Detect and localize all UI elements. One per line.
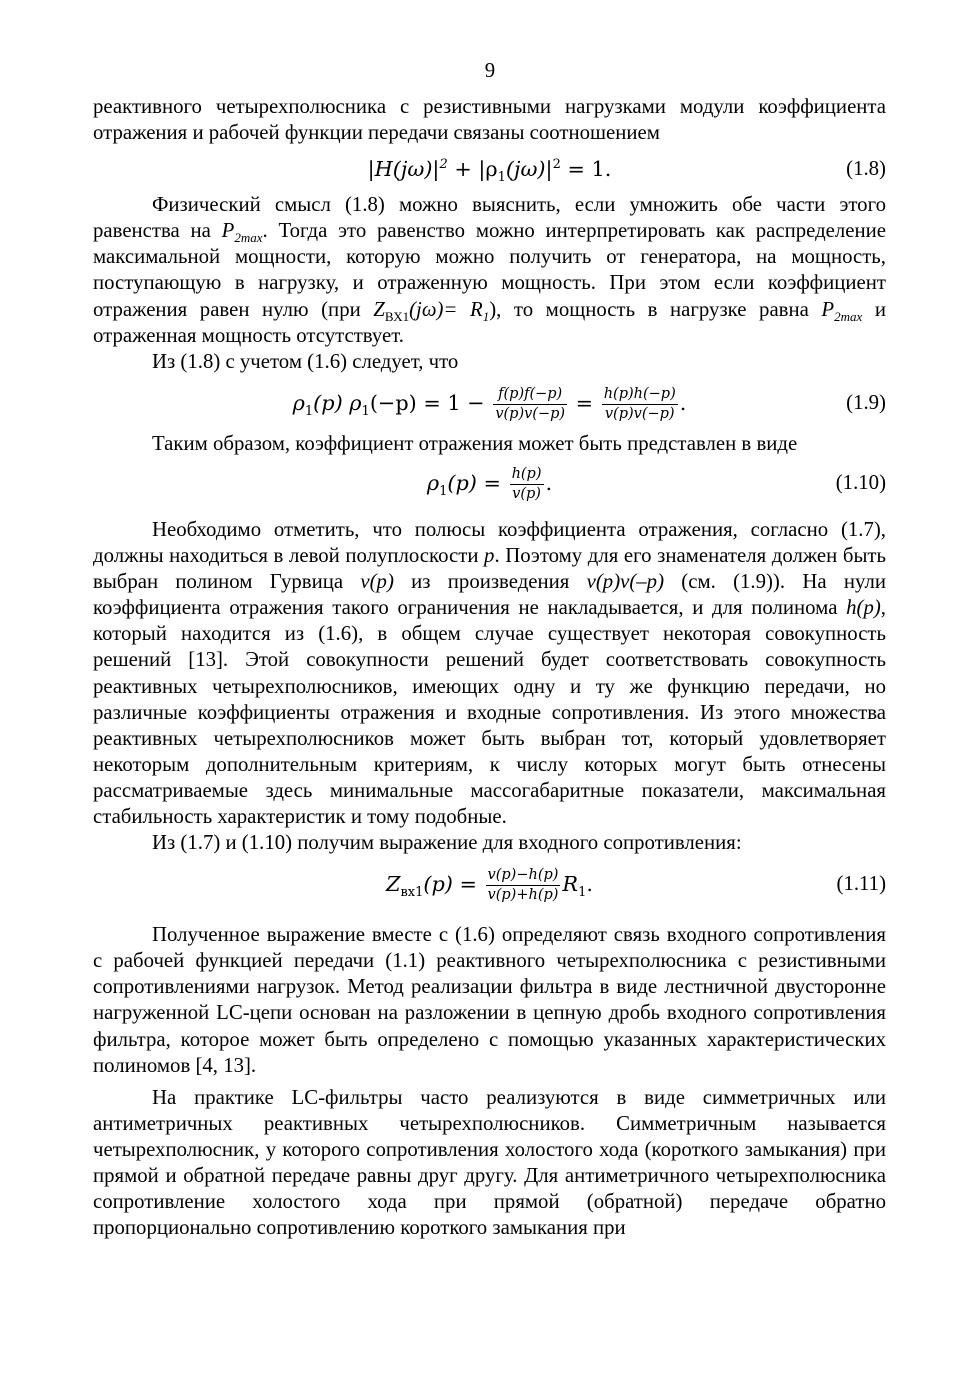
fraction-z: $\frac{v(p)-h(p)}{v(p)+h(p)}$: [487, 867, 559, 904]
paragraph-7: Полученное выражение вместе с (1.6) определяют связь входного сопротивления с рабочей функцией передачи (1.1) реактивного четырехполюсника с резистивными сопротивлениями нагрузок. Метод реализации фильтра в виде лестничной двусторонне нагруженной LC-цепи основан на разложении в цепную дробь входного сопротивления фильтра, которое может быть определено с помощью указанных характеристических полиномов [4, 13].: [93, 923, 886, 1077]
paragraph-3: Из (1.8) с учетом (1.6) следует, что: [152, 349, 459, 373]
paragraph-8: На практике LC-фильтры часто реализуются в виде симметричных или антиметричных реактивных четырехполюсников. Симметричным называется четырехполюсник, у которого сопротивления холостого хода (короткого замыкания) при прямой и обратной передаче равны друг другу. Для антиметричного четырехполюсника сопротивление холостого хода при прямой (обратной) передаче обратно пропорционально сопротивлению короткого замыкания при: [93, 1085, 886, 1240]
equation-1-8-body: $|H(j\omega)|^2 + |\rho_1(j\omega)|^2 = 1$.: [367, 157, 612, 186]
equation-1-9-body: $\rho_1(p) \rho_1(-p) = 1$ − $\frac{f(p)f(-p)}{v(p)v(-p)}$ = $\frac{h(p)h(-p)}{v(p)v(-p)}$ .: [292, 385, 687, 422]
equation-number-1-8: (1.8): [846, 157, 886, 181]
paragraph-1: реактивного четырехполюсника с резистивными нагрузками модули коэффициента отражения и рабочей функции передачи связаны соотношением: [93, 95, 886, 145]
equation-number-1-11: (1.11): [836, 872, 886, 896]
equation-1-11-body: $Z_{вх1}(p)$ = $\frac{v(p)-h(p)}{v(p)+h(p)}$ $R_1$.: [385, 867, 593, 904]
page-number: 9: [484, 59, 496, 82]
equation-number-1-10: (1.10): [835, 470, 886, 494]
equation-number-1-9: (1.9): [846, 390, 886, 414]
paragraph-4: Таким образом, коэффициент отражения может быть представлен в виде: [152, 431, 798, 455]
fraction-f: $\frac{f(p)f(-p)}{v(p)v(-p)}$: [495, 385, 566, 422]
equation-1-10: [93, 463, 886, 503]
paragraph-2: Физический смысл (1.8) можно выяснить, если умножить обе части этого равенства на $P_{2max}$. Тогда это равенство можно интерпретировать как распределение максимальной мощности, которую можно получить от генератора, на мощность, поступающую в нагрузку, и отраженную мощность. При этом если коэффициент отражения равен нулю (при $Z_{ВХ1}(j\omega)= R_1$), то мощность в нагрузке равна $P_{2max}$ и отраженная мощность отсутствует.: [93, 193, 886, 347]
equation-1-10-body: $\rho_1(p)$ = $\frac{h(p)}{v(p)}$ .: [426, 465, 553, 502]
page-content: [93, 94, 886, 1241]
equation-1-9: [93, 383, 886, 423]
fraction-h: $\frac{h(p)h(-p)}{v(p)v(-p)}$: [603, 385, 676, 422]
equation-1-11: [93, 864, 886, 904]
equation-1-8: [93, 156, 886, 186]
paragraph-5: Необходимо отметить, что полюсы коэффициента отражения, согласно (1.7), должны находиться в левой полуплоскости p. Поэтому для его знаменателя должен быть выбран полином Гурвица v(p) из произведения v(p)v(–p) (см. (1.9)). На нули коэффициента отражения такого ограничения не накладывается, и для полинома h(p), который находится из (1.6), в общем случае существует некоторая совокупность решений [13]. Этой совокупности решений будет соответствовать совокупность реактивных четырехполюсников, имеющих одну и ту же функцию передачи, но различные коэффициенты отражения и входные сопротивления. Из этого множества реактивных четырехполюсников может быть выбран тот, который удовлетворяет некоторым дополнительным критериям, к числу которых могут быть отнесены рассматриваемые здесь минимальные массогабаритные показатели, максимальная стабильность характеристик и тому подобные.: [93, 517, 886, 828]
fraction-rho: $\frac{h(p)}{v(p)}$: [511, 465, 542, 502]
paragraph-6: Из (1.7) и (1.10) получим выражение для входного сопротивления:: [152, 831, 742, 855]
